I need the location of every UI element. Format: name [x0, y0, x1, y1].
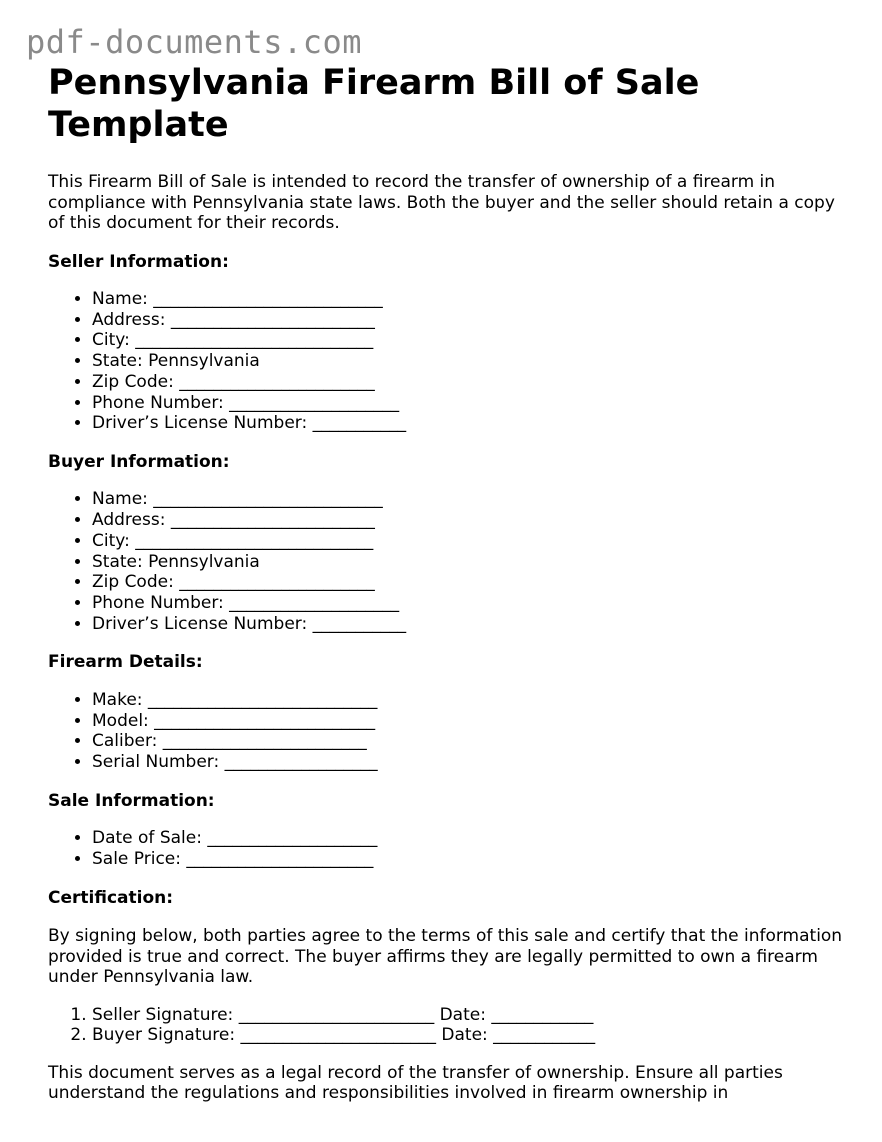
seller-state-field: • State: Pennsylvania [92, 351, 848, 372]
buyer-signature-line: 2. Buyer Signature: _______________________ Date: ____________ [92, 1025, 848, 1046]
sale-price-field: • Sale Price: ______________________ [92, 849, 848, 870]
seller-city-field: • City: ____________________________ [92, 330, 848, 351]
buyer-zip-field: • Zip Code: _______________________ [92, 572, 848, 593]
seller-address-field: • Address: ________________________ [92, 310, 848, 331]
watermark: pdf-documents.com [26, 23, 363, 61]
buyer-list [48, 489, 848, 634]
sale-heading: Sale Information: [48, 790, 215, 811]
seller-name-field: • Name: ___________________________ [92, 289, 848, 310]
buyer-city-field: • City: ____________________________ [92, 531, 848, 552]
seller-list [48, 289, 848, 434]
closing-paragraph: This document serves as a legal record of the transfer of ownership. Ensure all parties understand the regulations and responsibilities involved in firearm ownership in [48, 1062, 783, 1104]
buyer-heading: Buyer Information: [48, 451, 230, 472]
seller-signature-line: 1. Seller Signature: _______________________ Date: ____________ [92, 1005, 848, 1026]
page-title: Pennsylvania Firearm Bill of Sale Template [48, 63, 700, 145]
buyer-phone-field: • Phone Number: ____________________ [92, 593, 848, 614]
firearm-caliber-field: • Caliber: ________________________ [92, 731, 848, 752]
sale-list [48, 828, 848, 869]
seller-phone-field: • Phone Number: ____________________ [92, 393, 848, 414]
firearm-heading: Firearm Details: [48, 652, 203, 673]
firearm-make-field: • Make: ___________________________ [92, 690, 848, 711]
sale-date-field: • Date of Sale: ____________________ [92, 828, 848, 849]
firearm-list [48, 690, 848, 773]
signature-list [48, 1005, 848, 1046]
certification-heading: Certification: [48, 887, 174, 908]
intro-paragraph: This Firearm Bill of Sale is intended to record the transfer of ownership of a firearm in compliance with Pennsylvania state laws. Both the buyer and the seller should retain a copy of this document for their records. [48, 172, 835, 233]
certification-text: By signing below, both parties agree to the terms of this sale and certify that the information provided is true and correct. The buyer affirms they are legally permitted to own a firearm under Pennsylvania law. [48, 926, 843, 988]
seller-license-field: • Driver’s License Number: ___________ [92, 413, 848, 434]
buyer-address-field: • Address: ________________________ [92, 510, 848, 531]
buyer-state-field: • State: Pennsylvania [92, 552, 848, 573]
firearm-model-field: • Model: __________________________ [92, 711, 848, 732]
document-page [48, 62, 848, 1104]
seller-zip-field: • Zip Code: _______________________ [92, 372, 848, 393]
buyer-license-field: • Driver’s License Number: ___________ [92, 614, 848, 635]
buyer-name-field: • Name: ___________________________ [92, 489, 848, 510]
firearm-serial-field: • Serial Number: __________________ [92, 752, 848, 773]
seller-heading: Seller Information: [48, 251, 229, 272]
